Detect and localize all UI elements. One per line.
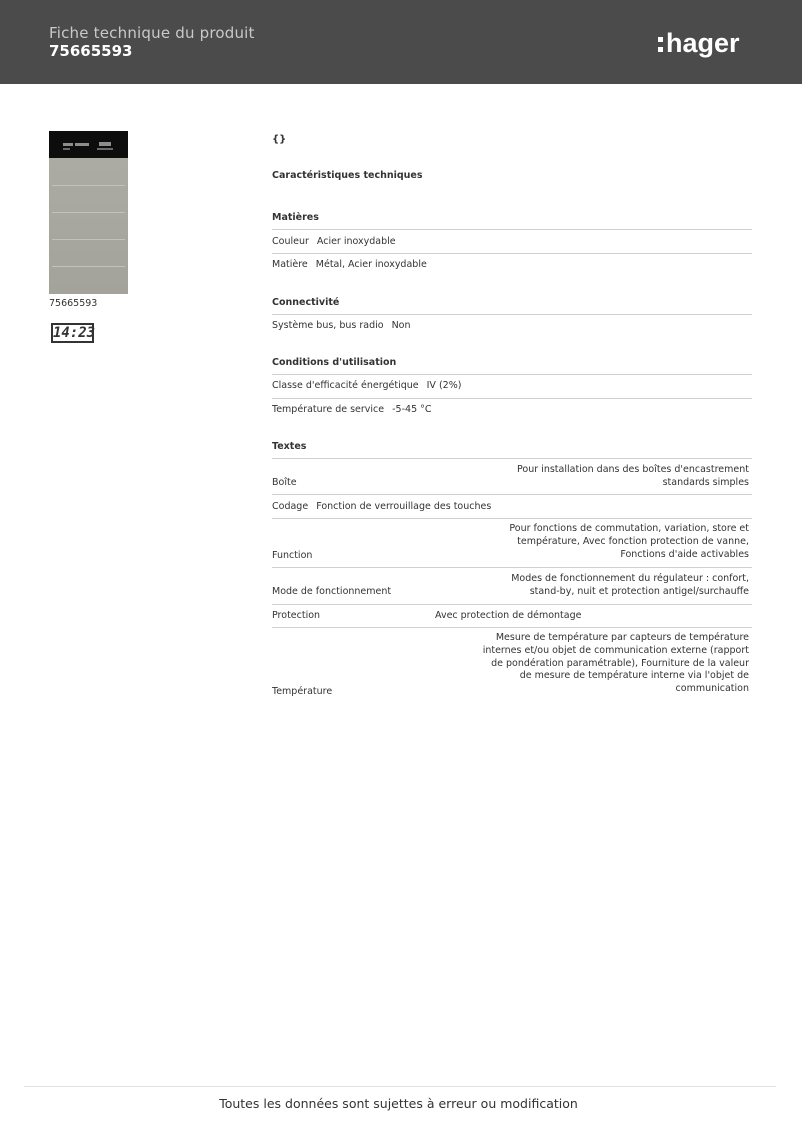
button-divider (52, 266, 125, 267)
section-title-materials: Matières (272, 212, 319, 223)
row-temperature-value: Mesure de température par capteurs de température internes et/ou objet de communication externe (rapport de pondération paramétrable), Fourniture de la valeur de mesure de température interne via l'objet de communication (482, 632, 749, 695)
separator (272, 494, 752, 495)
page-header (0, 0, 802, 84)
footer-disclaimer: Toutes les données sont sujettes à erreur ou modification (219, 1096, 578, 1111)
row-energy-class: Classe d'efficacité énergétique IV (2%) (272, 380, 462, 391)
separator (272, 458, 752, 459)
row-box-value: Pour installation dans des boîtes d'encastrement standards simples (517, 464, 749, 488)
section-title-texts: Textes (272, 441, 307, 452)
product-image (49, 131, 128, 294)
row-function-label: Function (272, 550, 313, 561)
separator (272, 229, 752, 230)
row-protection-value: Avec protection de démontage (435, 610, 582, 621)
button-divider (52, 239, 125, 240)
image-caption: 75665593 (49, 298, 98, 309)
button-divider (52, 212, 125, 213)
svg-text:hager: hager (666, 28, 740, 58)
row-service-temperature: Température de service -5-45 °C (272, 404, 432, 415)
document-type: Fiche technique du produit (49, 24, 255, 42)
section-title-conditions: Conditions d'utilisation (272, 357, 397, 368)
row-color: Couleur Acier inoxydable (272, 236, 396, 247)
row-operating-mode-value: Modes de fonctionnement du régulateur : confort, stand-by, nuit et protection antigel/surchauffe (511, 573, 749, 597)
row-function-value: Pour fonctions de commutation, variation, store et température, Avec fonction protection de vanne, Fonctions d'aide activables (509, 523, 749, 560)
row-temperature-label: Température (272, 686, 333, 697)
hager-logo (656, 22, 756, 62)
row-box-label: Boîte (272, 477, 297, 488)
row-protection-label: Protection (272, 610, 321, 621)
separator (272, 567, 752, 568)
footer-separator (24, 1086, 776, 1087)
separator (272, 627, 752, 628)
product-reference: 75665593 (49, 42, 133, 60)
separator (272, 518, 752, 519)
product-display (49, 131, 128, 158)
button-divider (52, 185, 125, 186)
separator (272, 398, 752, 399)
separator (272, 253, 752, 254)
separator (272, 604, 752, 605)
braces-placeholder: {} (272, 134, 287, 145)
row-operating-mode-label: Mode de fonctionnement (272, 586, 392, 597)
section-title-connectivity: Connectivité (272, 297, 340, 308)
row-material: Matière Métal, Acier inoxydable (272, 259, 427, 270)
clock-display-icon: 14:23 (53, 325, 96, 341)
row-coding: Codage Fonction de verrouillage des touches (272, 501, 492, 512)
section-main-title: Caractéristiques techniques (272, 170, 423, 181)
row-bus-system: Système bus, bus radio Non (272, 320, 411, 331)
separator (272, 374, 752, 375)
separator (272, 314, 752, 315)
